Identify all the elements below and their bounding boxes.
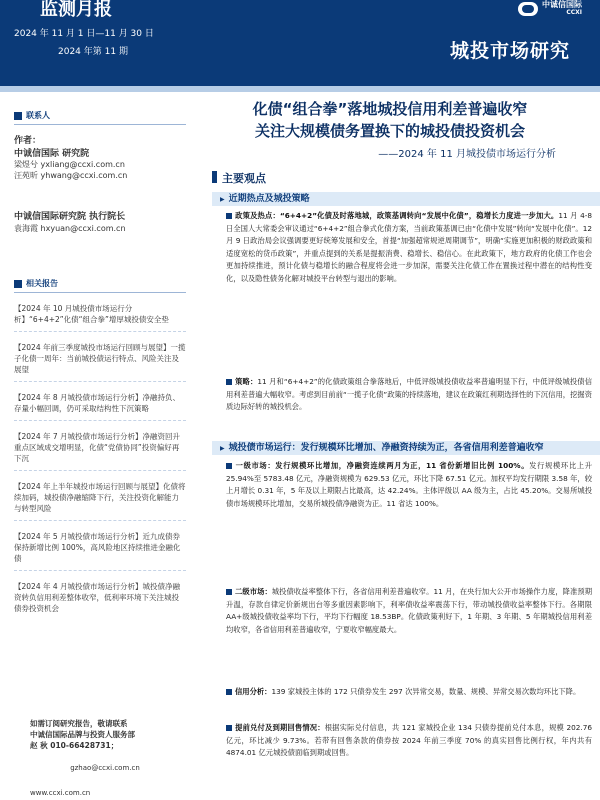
para-credit: 信用分析：139 家城投主体的 172 只债券发生 297 次异常交易，数量、规模、异常交易次数均环比下降。 <box>226 686 592 699</box>
report-title-line1: 化债“组合拳”落地城投信用利差普遍收窄 <box>252 100 528 118</box>
related-report[interactable]: 【2024 年上半年城投市场运行回顾与展望】化债将续加码，城投债净融缩降下行，关注投资化解能力与转型风险 <box>14 481 186 521</box>
report-header <box>0 0 600 86</box>
director: 袁海霞 hxyuan@ccxi.com.cn <box>14 224 126 233</box>
para-policy: 政策及热点：“6+4+2”化债及时落地城，政策基调转向“发展中化债”，稳增长力度进一步加大。11 月 4-8 日全国人大常委会审议通过“6+4+2”组合拳式化债方案，当前政策基调已由“化债中发展”转向“发展中化债”。12 月 9 日政治局会议强调要更好统筹发展和安全，首提“加强超常规逆周期调节”，明确“实施更加积极的财政政策和适度宽松的货币政策”，并重点提到的关系是提振消费、稳增长、稳信心。在此政策下，地方政府的化债工作也会更加持续推进，预计化债与稳增长的融合程度将会进一步加深，需要关注化债工作在置换过程中潜在的结构性变化，以及隐性债务化解对城投平台转型与退出的影响。 <box>226 211 593 283</box>
authors-label: 作者： <box>14 136 42 146</box>
related-report[interactable]: 【2024 年 4 月城投债市场运行分析】城投债净融资转负信用利差整体收窄，低利率环境下关注城投债券投资机会 <box>14 582 181 613</box>
contact-phone: 赵 秋 010-66428731； <box>30 741 119 750</box>
report-subtitle: ——2024 年 11 月城投债市场运行分析 <box>378 149 556 160</box>
sidebar-contacts <box>14 110 186 234</box>
author-1: 梁煜兮 yxliang@ccxi.com.cn <box>14 160 125 169</box>
related-report[interactable]: 【2024 年 7 月城投债市场运行分析】净融资回升重点区域成交增明显，化债“党债协同”投资偏好再下沉 <box>14 431 186 471</box>
key-points-marker <box>212 171 217 183</box>
related-report[interactable]: 【2024 年 8 月城投债市场运行分析】净融持负、存量小幅回调，仍可采取结构性下沉策略 <box>14 392 186 421</box>
date-range: 2024 年 11 月 1 日—11 月 30 日 <box>14 29 154 39</box>
contacts-header: 联系人 <box>14 110 186 125</box>
para-strategy: 策略：11 月和“6+4+2”的化债政策组合拳落地后，中低评级城投债收益率普遍明显下行，中低评级城投债信用利差普遍大幅收窄。考虑到目前前“一揽子化债”政策的持续落地，建议在政策红利期选择性的下沉信用，挖掘资质边际好转的城投机会。 <box>226 377 593 412</box>
section-title: 城投市场研究 <box>449 40 570 62</box>
key-points-title: 主要观点 <box>222 172 266 185</box>
director-org: 中诚信国际研究院 执行院长 <box>14 212 126 222</box>
author-org: 中诚信国际 研究院 <box>14 149 90 159</box>
bullet-icon <box>226 725 232 731</box>
bullet-icon <box>226 213 232 219</box>
issue-number: 2024 年第 11 期 <box>58 47 128 57</box>
logo-cn: 中诚信国际 <box>542 0 582 9</box>
section-market: ▶ 城投债市场运行：发行规模环比增加、净融资持续为正，各省信用利差普遍收窄 <box>212 441 600 455</box>
para-primary-market: 一级市场：发行规模环比增加，净融资连续两月为正，11 省份新增旧比例 100%。发行规模环比上升 25.94%至 5783.48 亿元，净融资规模为 629.53 亿元，环比下降 67.51 亿元。加权平均发行期限 3.58 年，较上月增长 0.31 年，5 年及以上期限占比最高，达 42.24%。主体评级以 AA 级为主，占比 45.20%。交易所城投债市场规模环比增加，交易所城投债净融资为正。11 省达 100%。 <box>226 461 592 508</box>
contacts-icon <box>14 112 22 120</box>
company-logo <box>518 0 582 18</box>
subscribe-note: 如需订阅研究报告，敬请联系 <box>30 719 128 728</box>
logo-icon <box>518 2 538 16</box>
contact-email[interactable]: gzhao@ccxi.com.cn <box>70 764 140 772</box>
service-dept: 中诚信国际品牌与投资人服务部 <box>30 730 135 739</box>
para-secondary-market: 二级市场：城投债收益率整体下行，各省信用利差普遍收窄。11 月，在央行加大公开市场操作力度，降准预期升温，存款自律定价新规出台等多重因素影响下，利率债收益率震荡下行，带动城投债收益率整体下行。各期限 AA+级城投债收益率均下行，平均下行幅度 18.53BP。化债政策利好下，1 年期、3 年期、5 年期城投信用利差均收窄，各省信用利差普遍收窄，宁夏收窄幅度最大。 <box>226 587 592 634</box>
bullet-icon <box>226 379 232 385</box>
website-link[interactable]: www.ccxi.com.cn <box>30 789 91 797</box>
section-hotspots: ▶ 近期热点及城投策略 <box>212 192 600 206</box>
related-report[interactable]: 【2024 年前三季度城投市场运行回顾与展望】一揽子化债一周年：当前城投债运行特点、风险关注及展望 <box>14 342 186 382</box>
reports-icon <box>14 280 22 288</box>
para-redemption: 提前兑付及到期回售情况：根据实际兑付信息，共 121 家城投企业 134 只债券提前兑付本息，规模 202.76 亿元，环比减少 9.73%。若带有回售条款的债券按 2024 年前三季度 70% 的真实回售比例行权，年内共有 4874.01 亿元城投债面临到期或回售。 <box>226 723 593 758</box>
related-header: 相关报告 <box>14 278 186 293</box>
header-band <box>0 86 600 92</box>
logo-en: CCXI <box>566 9 582 16</box>
author-2: 汪苑昕 yhwang@ccxi.com.cn <box>14 171 128 180</box>
related-report[interactable]: 【2024 年 10 月城投债市场运行分析】“6+4+2”化债“组合拳”增厚城投债安全垫 <box>14 303 186 332</box>
sidebar-footer <box>30 718 180 799</box>
report-type: 监测月报 <box>40 0 112 20</box>
report-title-line2: 关注大规模债务置换下的城投债投资机会 <box>254 122 525 140</box>
bullet-icon <box>226 463 232 469</box>
sidebar-related <box>14 278 186 620</box>
bullet-icon <box>226 589 232 595</box>
bullet-icon <box>226 689 232 695</box>
related-report[interactable]: 【2024 年 5 月城投债市场运行分析】近九成债券保持新增比例 100%，高风险地区持续推进金融化债 <box>14 531 186 571</box>
report-title-block <box>200 98 580 160</box>
